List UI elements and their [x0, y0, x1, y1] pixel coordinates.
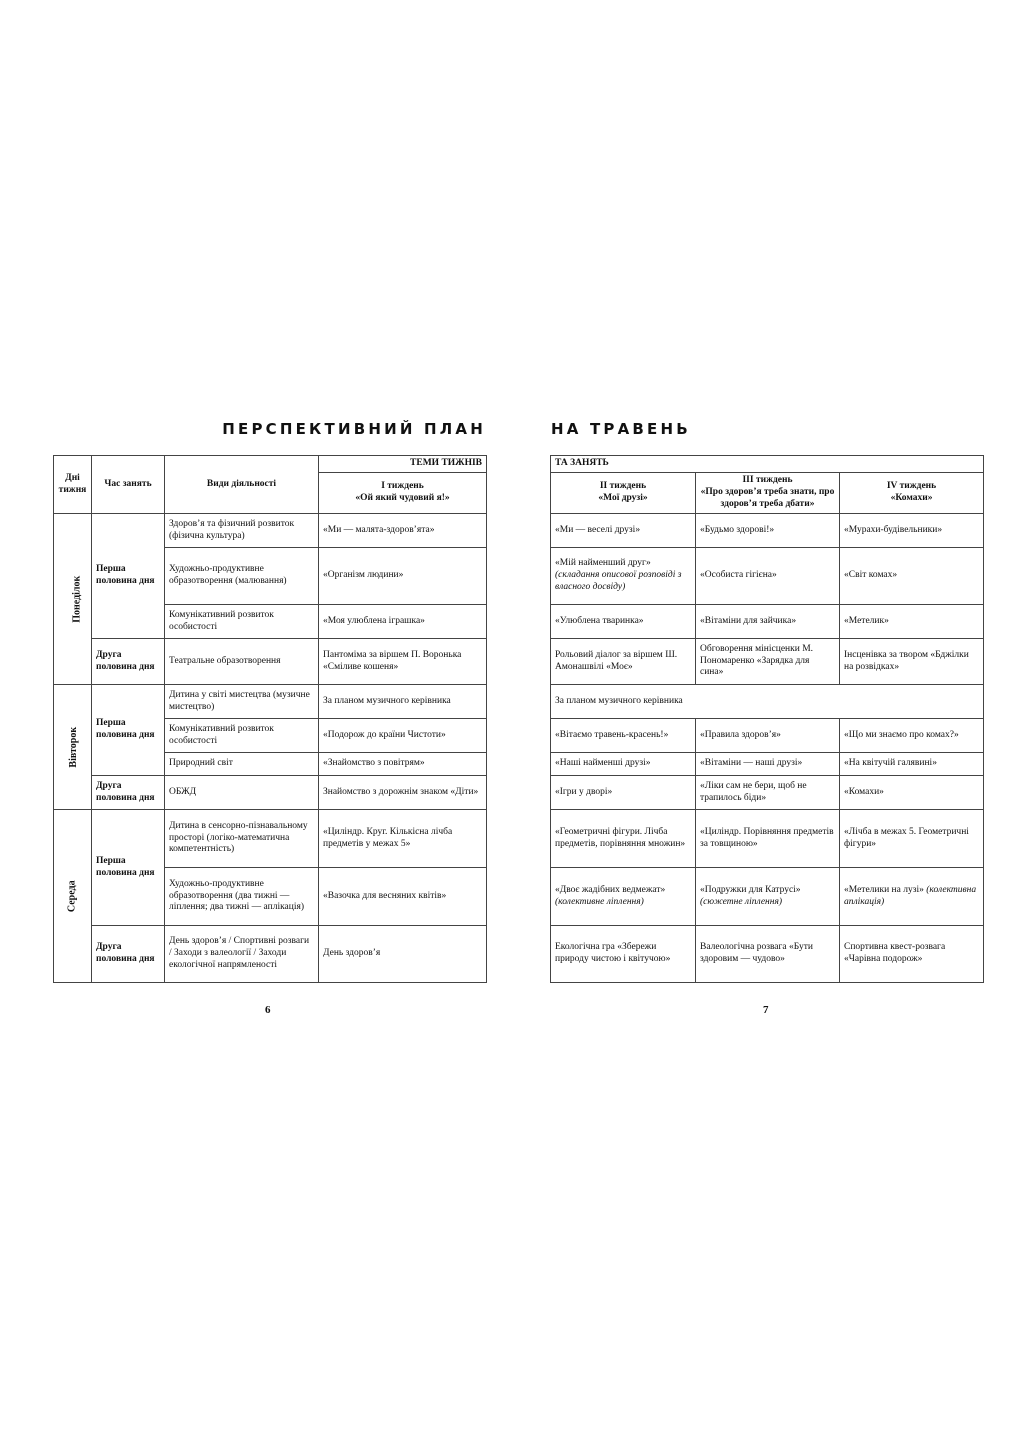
week-2-cell: Рольовий діалог за віршем Ш. Амонашвілі «Моє» [551, 639, 696, 685]
plan-table-right [550, 455, 984, 983]
week-1-cell: Знайомство з дорожнім знаком «Діти» [319, 776, 487, 810]
week-3-cell: «Ліки сам не бери, щоб не трапилось біди» [696, 776, 840, 810]
week-2-cell: «Геометричні фігури. Лічба предметів, порівняння множин» [551, 810, 696, 868]
week-1-cell: «Моя улюблена іграшка» [319, 605, 487, 639]
header-week-1 [319, 473, 487, 514]
week-1-cell: «Вазочка для весняних квітів» [319, 868, 487, 926]
week-2-cell: «Двоє жадібних ведмежат» (колективне ліплення) [551, 868, 696, 926]
week-4-cell: «Що ми знаємо про комах?» [840, 719, 984, 753]
week-2-cell: «Ігри у дворі» [551, 776, 696, 810]
header-week-2 [551, 473, 696, 514]
header-days: Дні тижня [54, 456, 92, 514]
activity-cell: Художньо-продуктивне образотворення (малювання) [165, 548, 319, 605]
week-3-note: (сюжетне ліплення) [700, 896, 783, 907]
week-1-cell: «Циліндр. Круг. Кількісна лічба предметів у межах 5» [319, 810, 487, 868]
activity-cell: Дитина в сенсорно-пізнавальному просторі (логіко-математична компетентність) [165, 810, 319, 868]
week-2-cell: «Ми — веселі друзі» [551, 514, 696, 548]
week-1-cell: «Організм людини» [319, 548, 487, 605]
week-4-note: (колективна аплікація) [844, 884, 977, 907]
week-2-cell: «Вітаємо травень-красень!» [551, 719, 696, 753]
week-4-cell: «Метелик» [840, 605, 984, 639]
week-3-cell: «Подружки для Катрусі» (сюжетне ліплення) [696, 868, 840, 926]
week-4-cell: «Мурахи-будівельники» [840, 514, 984, 548]
day-monday: Понеділок [54, 514, 92, 685]
activity-cell: Комунікативний розвиток особистості [165, 719, 319, 753]
week-3-cell: «Вітаміни для зайчика» [696, 605, 840, 639]
page-title-left: ПЕРСПЕКТИВНИЙ ПЛАН [222, 420, 486, 438]
header-time: Час занять [92, 456, 165, 514]
day-tuesday: Вівторок [54, 685, 92, 810]
merged-cell: За планом музичного керівника [551, 685, 984, 719]
week-3-cell: Валеологічна розвага «Бути здоровим — чудово» [696, 926, 840, 983]
week-3-cell: «Особиста гігієна» [696, 548, 840, 605]
activity-cell: ОБЖД [165, 776, 319, 810]
activity-cell: День здоров’я / Спортивні розваги / Заходи з валеології / Заходи екологічної напрямленості [165, 926, 319, 983]
week-3-label: ІІІ тиждень [742, 475, 793, 486]
week-2-theme: «Мої друзі» [598, 493, 648, 503]
activity-cell: Здоров’я та фізичний розвиток (фізична культура) [165, 514, 319, 548]
week-4-cell: «Комахи» [840, 776, 984, 810]
period-first: Перша половина дня [92, 514, 165, 639]
week-2-note: (складання описової розповіді з власного досвіду) [555, 570, 682, 592]
week-3-cell: Обговорення мінісценки М. Пономаренко «Зарядка для сина» [696, 639, 840, 685]
header-activities: Види діяльності [165, 456, 319, 514]
day-wednesday: Середа [54, 810, 92, 983]
week-4-theme: «Комахи» [890, 493, 933, 503]
activity-cell: Комунікативний розвиток особистості [165, 605, 319, 639]
activity-cell: Театральне образотворення [165, 639, 319, 685]
week-1-cell: За планом музичного керівника [319, 685, 487, 719]
week-4-cell: «Лічба в межах 5. Геометричні фігури» [840, 810, 984, 868]
week-3-theme: «Про здоров’я треба знати, про здоров’я треба дбати» [700, 487, 835, 509]
week-4-cell: «Метелики на лузі» (колективна аплікація) [840, 868, 984, 926]
page-title-right: НА ТРАВЕНЬ [551, 420, 691, 438]
week-1-cell: День здоров’я [319, 926, 487, 983]
period-second: Друга половина дня [92, 926, 165, 983]
page-number-left: 6 [265, 1004, 271, 1016]
week-3-cell: «Правила здоров’я» [696, 719, 840, 753]
page-number-right: 7 [763, 1004, 769, 1016]
week-4-cell: «На квітучій галявині» [840, 753, 984, 776]
week-4-cell: «Світ комах» [840, 548, 984, 605]
week-4-cell: Спортивна квест-розвага «Чарівна подорож» [840, 926, 984, 983]
week-1-cell: Пантоміма за віршем П. Воронька «Сміливе кошеня» [319, 639, 487, 685]
week-2-cell: «Улюблена тваринка» [551, 605, 696, 639]
period-first: Перша половина дня [92, 810, 165, 926]
week-2-cell: «Мій найменший друг» (складання описової розповіді з власного досвіду) [551, 548, 696, 605]
week-3-cell: «Будьмо здорові!» [696, 514, 840, 548]
activity-cell: Художньо-продуктивне образотворення (два тижні — ліплення; два тижні — аплікація) [165, 868, 319, 926]
week-1-label: І тиждень [381, 481, 424, 492]
activity-cell: Природний світ [165, 753, 319, 776]
period-second: Друга половина дня [92, 776, 165, 810]
week-1-cell: «Подорож до країни Чистоти» [319, 719, 487, 753]
week-4-cell: Інсценівка за твором «Бджілки на розвідках» [840, 639, 984, 685]
header-week-4 [840, 473, 984, 514]
week-2-cell: Екологічна гра «Збережи природу чистою і квітучою» [551, 926, 696, 983]
period-second: Друга половина дня [92, 639, 165, 685]
week-3-cell: «Циліндр. Порівняння предметів за товщиною» [696, 810, 840, 868]
week-1-theme: «Ой який чудовий я!» [355, 493, 450, 503]
week-2-cell: «Наші найменші друзі» [551, 753, 696, 776]
week-1-cell: «Знайомство з повітрям» [319, 753, 487, 776]
header-themes: ТЕМИ ТИЖНІВ [319, 456, 487, 473]
activity-cell: Дитина у світі мистецтва (музичне мистецтво) [165, 685, 319, 719]
header-week-3 [696, 473, 840, 514]
period-first: Перша половина дня [92, 685, 165, 776]
week-3-cell: «Вітаміни — наші друзі» [696, 753, 840, 776]
header-continuation: ТА ЗАНЯТЬ [551, 456, 984, 473]
week-2-note: (колективне ліплення) [555, 896, 644, 907]
plan-table-left [53, 455, 487, 983]
week-2-label: ІІ тиждень [599, 481, 647, 492]
week-4-label: IV тиждень [886, 481, 937, 492]
week-1-cell: «Ми — малята-здоров’ята» [319, 514, 487, 548]
